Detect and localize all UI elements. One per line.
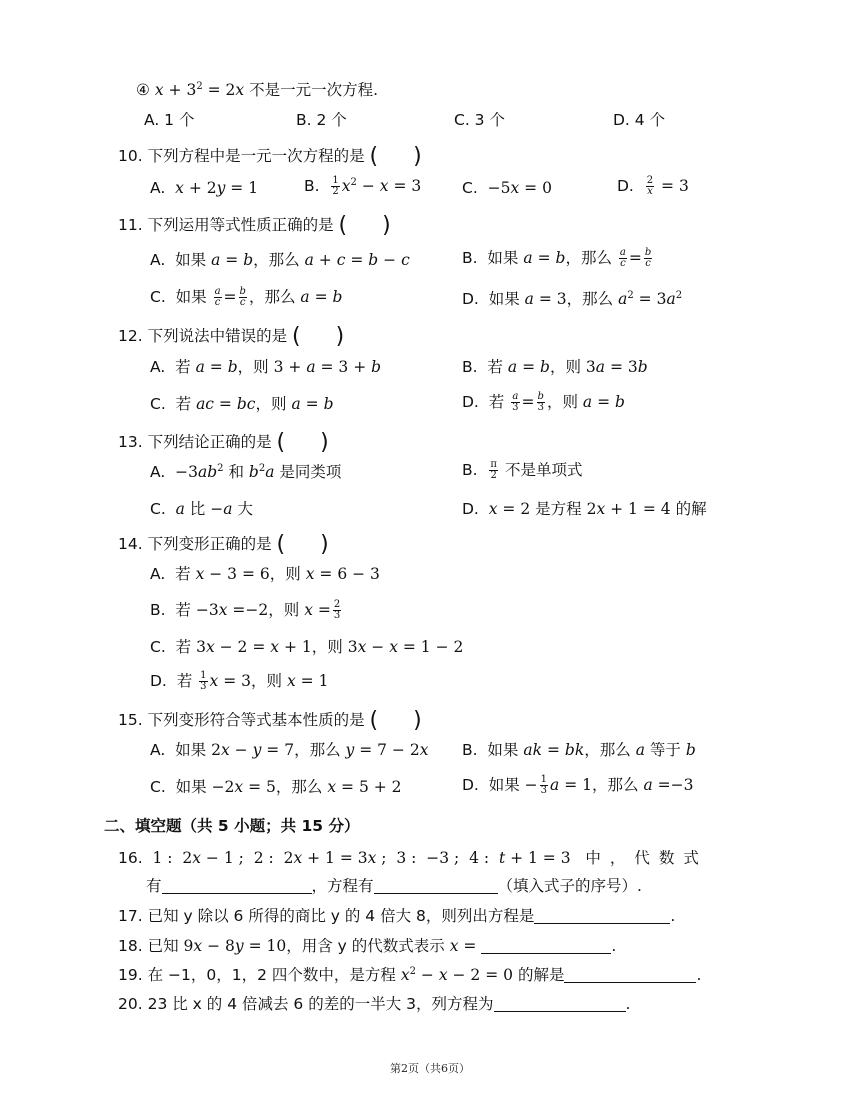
q10-option-a[interactable]: A. x + 2y = 1	[150, 179, 259, 197]
question-11: 11. 下列运用等式性质正确的是 ( )	[118, 213, 391, 238]
section-title-fill-in: 二、填空题（共 5 小题；共 15 分）	[104, 817, 360, 835]
q9-option-c[interactable]: C. 3 个	[454, 111, 505, 129]
question-11-stem: 下列运用等式性质正确的是	[147, 216, 334, 234]
q14-option-a[interactable]: A. 若 x − 3 = 6，则 x = 6 − 3	[150, 565, 380, 583]
q11-option-d[interactable]: D. 如果 a = 3，那么 $a^2 = 3a^2$	[462, 290, 683, 308]
answer-bracket[interactable]: ( )	[276, 532, 329, 557]
q15-option-a[interactable]: A. 如果 2x − y = 7，那么 y = 7 − 2x	[150, 741, 429, 759]
q10-option-b[interactable]: B. $\frac{1}{2}$ $x^2 - x = 3$	[304, 175, 422, 197]
question-13: 13. 下列结论正确的是 ( )	[118, 430, 329, 455]
question-12-stem: 下列说法中错误的是	[147, 327, 288, 345]
q13-option-b[interactable]: B. $\frac{\pi}{2}$ 不是单项式	[462, 459, 583, 481]
page-footer: 第2页（共6页）	[390, 1062, 470, 1075]
answer-bracket[interactable]: ( )	[338, 213, 391, 238]
question-10: 10. 下列方程中是一元一次方程的是 ( )	[118, 144, 422, 169]
q9-option-b[interactable]: B. 2 个	[296, 111, 347, 129]
q9-option-a[interactable]: A. 1 个	[144, 111, 195, 129]
q9-option-d[interactable]: D. 4 个	[613, 111, 666, 129]
answer-bracket[interactable]: ( )	[292, 324, 345, 349]
question-12: 12. 下列说法中错误的是 ( )	[118, 324, 345, 349]
question-13-stem: 下列结论正确的是	[147, 433, 272, 451]
q15-option-c[interactable]: C. 如果 −2x = 5，那么 x = 5 + 2	[150, 778, 402, 796]
q12-option-a[interactable]: A. 若 a = b，则 3 + a = 3 + b	[150, 358, 382, 376]
q11-option-a[interactable]: A. 如果 a = b，那么 a + c = b − c	[150, 251, 410, 269]
circled-number: ④	[136, 81, 150, 99]
answer-bracket[interactable]: ( )	[369, 708, 422, 733]
answer-bracket[interactable]: ( )	[369, 144, 422, 169]
question-14-stem: 下列变形正确的是	[147, 535, 272, 553]
q13-option-d[interactable]: D. x = 2 是方程 2x + 1 = 4 的解	[462, 500, 707, 518]
blank-q18[interactable]	[481, 937, 611, 954]
q9-item-4-text: 不是一元一次方程.	[249, 81, 379, 99]
answer-bracket[interactable]: ( )	[276, 430, 329, 455]
q14-option-d[interactable]: D. 若 $\frac{1}{3}$ x = 3，则 x = 1	[150, 670, 329, 692]
q10-option-c[interactable]: C. −5x = 0	[462, 179, 552, 197]
blank-q19[interactable]	[564, 966, 696, 983]
blank-q17[interactable]	[534, 907, 670, 924]
question-10-stem: 下列方程中是一元一次方程的是	[147, 147, 365, 165]
q12-option-b[interactable]: B. 若 a = b，则 3a = 3b	[462, 358, 648, 376]
q11-option-c[interactable]: C. 如果 $\frac{a}{c}$ = $\frac{b}{c}$ ，那么 a = b	[150, 286, 343, 308]
q14-option-c[interactable]: C. 若 3x − 2 = x + 1，则 3x − x = 1 − 2	[150, 638, 464, 656]
question-15-stem: 下列变形符合等式基本性质的是	[147, 711, 365, 729]
q12-option-d[interactable]: D. 若 $\frac{a}{3}$ = $\frac{b}{3}$ ，则 a = b	[462, 391, 625, 413]
question-16-line1: 16. 1 : 2x − 1 ; 2 : 2x + 1 = 3x ; 3 : −3 ; 4 : t + 1 = 3 中，代数式	[118, 849, 708, 867]
q13-option-a[interactable]: A. $-3ab^2$ 和 $b^2a$ 是同类项	[150, 463, 342, 481]
blank-q20[interactable]	[494, 995, 626, 1012]
q11-option-b[interactable]: B. 如果 a = b，那么 $\frac{a}{c}$ = $\frac{b}{c}$	[462, 247, 652, 269]
question-14: 14. 下列变形正确的是 ( )	[118, 532, 329, 557]
question-20: 20. 23 比 x 的 4 倍减去 6 的差的一半大 3，列方程为 .	[118, 995, 631, 1013]
question-18: 18. 已知 9x − 8y = 10，用含 y 的代数式表示 x = .	[118, 937, 617, 955]
question-19: 19. 在 −1，0，1，2 四个数中，是方程 $x^2 - x - 2 = 0$ 的解是 .	[118, 966, 702, 984]
blank-equations[interactable]	[374, 877, 498, 894]
q10-option-d[interactable]: D. $\frac{2}{x}$ = 3	[617, 175, 689, 197]
blank-expressions[interactable]	[162, 877, 312, 894]
question-17: 17. 已知 y 除以 6 所得的商比 y 的 4 倍大 8，则列出方程是 .	[118, 907, 676, 925]
q14-option-b[interactable]: B. 若 −3x =−2，则 x = $\frac{2}{3}$	[150, 599, 341, 621]
q15-option-b[interactable]: B. 如果 ak = bk，那么 a 等于 b	[462, 741, 696, 759]
question-15: 15. 下列变形符合等式基本性质的是 ( )	[118, 708, 422, 733]
question-16-line2: 有 ，方程有 （填入式子的序号）.	[146, 877, 642, 895]
q9-item-4: ④ $x + 3^2 = 2x$ 不是一元一次方程.	[136, 81, 379, 99]
q13-option-c[interactable]: C. a 比 −a 大	[150, 500, 253, 518]
q12-option-c[interactable]: C. 若 ac = bc，则 a = b	[150, 395, 334, 413]
q15-option-d[interactable]: D. 如果 − $\frac{1}{3}$ a = 1，那么 a =−3	[462, 774, 694, 796]
